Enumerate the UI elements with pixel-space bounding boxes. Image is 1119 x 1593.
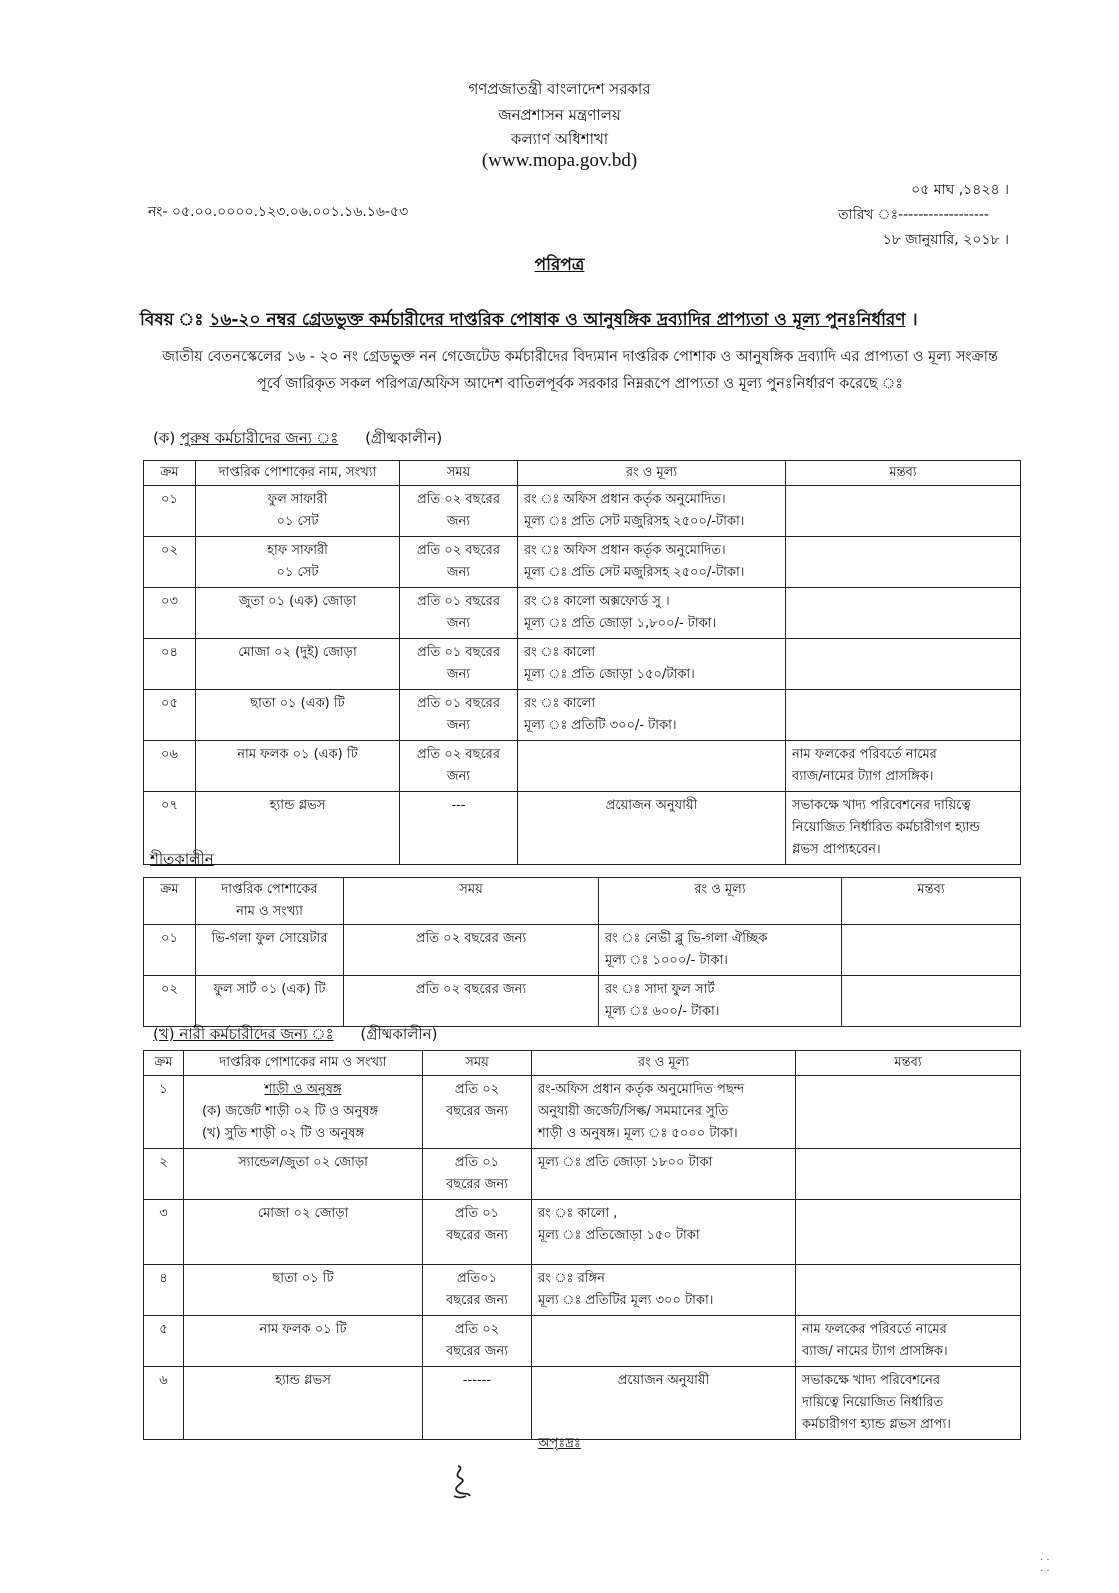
period-cell: --- <box>400 792 518 865</box>
remark-cell <box>842 925 1021 976</box>
remark-cell <box>786 588 1021 639</box>
item-title: শাড়ী ও অনুষঙ্গ <box>264 1082 342 1097</box>
table-header-row <box>144 461 1021 486</box>
item-cell: জুতা ০১ (এক) জোড়া <box>196 588 400 639</box>
female-section-heading <box>153 1023 437 1048</box>
column-header-item: দাপ্তরিক পোশাকের নাম ও সংখ্যা <box>184 1051 423 1076</box>
table-row <box>144 792 1021 865</box>
winter-heading-text: শীতকালীন <box>150 850 214 868</box>
date-bangla: ০৫ মাঘ ,১৪২৪ । <box>911 182 1009 198</box>
item-cell: স্যান্ডেল/জুতা ০২ জোড়া <box>184 1149 423 1200</box>
period-cell: প্রতি ০১ বছরের জন্য <box>423 1149 532 1200</box>
period-cell: প্রতি ০২ বছরের জন্য <box>400 486 518 537</box>
color-price-cell: রং ঃ কালো মূল্য ঃ প্রতি জোড়া ১৫০/টাকা। <box>518 639 786 690</box>
item-cell: ফুল সার্ট ০১ (এক) টি <box>196 976 344 1027</box>
remark-cell <box>796 1200 1021 1265</box>
color-price-cell: প্রয়োজন অনুযায়ী <box>532 1367 796 1440</box>
table-row <box>144 1367 1021 1440</box>
table-row <box>144 486 1021 537</box>
period-cell: প্রতি ০২ বছরের জন্য <box>423 1076 532 1149</box>
subject-end: । <box>905 310 918 330</box>
male-season: (গ্রীষ্মকালীন) <box>365 429 443 447</box>
column-header-remark: মন্তব্য <box>796 1051 1021 1076</box>
remark-cell: সভাকক্ষে খাদ্য পরিবেশনের দায়িত্বে নিয়োজিত নির্ধারিত কর্মচারীগণ হ্যান্ড গ্লভস প্রাপ্যহবেন। <box>786 792 1021 865</box>
period-cell: প্রতি ০১ বছরের জন্য <box>400 690 518 741</box>
item-cell: নাম ফলক ০১ (এক) টি <box>196 741 400 792</box>
female-season: (গ্রীষ্মকালীন) <box>360 1025 438 1043</box>
period-cell: ------ <box>423 1367 532 1440</box>
column-header-price: রং ও মূল্য <box>599 878 842 925</box>
column-header-remark: মন্তব্য <box>842 878 1021 925</box>
remark-cell <box>786 690 1021 741</box>
color-price-cell: রং ঃ রঙ্গিন মূল্য ঃ প্রতিটির মূল্য ৩০০ টাকা। <box>532 1265 796 1316</box>
item-cell: নাম ফলক ০১ টি <box>184 1316 423 1367</box>
remark-cell <box>786 537 1021 588</box>
table-row <box>144 1265 1021 1316</box>
color-price-cell: রং-অফিস প্রধান কর্তৃক অনুমোদিত পছন্দ অনুযায়ী জর্জেট/সিল্ক/ সমমানের সুতি শাড়ী ও অনুষঙ্গ। মূল্য ঃ ৫০০০ টাকা। <box>532 1076 796 1149</box>
date-english: ১৮ জানুয়ারি, ২০১৮ । <box>882 232 1009 248</box>
remark-cell <box>796 1265 1021 1316</box>
period-cell: প্রতি ০২ বছরের জন্য <box>400 741 518 792</box>
male-section-heading <box>153 427 442 452</box>
remark-cell <box>786 639 1021 690</box>
table-row <box>144 1149 1021 1200</box>
remark-cell <box>842 976 1021 1027</box>
remark-cell <box>796 1076 1021 1149</box>
period-cell: প্রতি ০১ বছরের জন্য <box>423 1200 532 1265</box>
male-prefix: (ক) <box>153 429 180 447</box>
remark-cell: নাম ফলকের পরিবর্তে নামের ব্যাজ/ নামের ট্যাগ প্রাসঙ্গিক। <box>796 1316 1021 1367</box>
serial-cell: ৩ <box>144 1200 184 1265</box>
column-header-item: দাপ্তরিক পোশাকের নাম, সংখ্যা <box>196 461 400 486</box>
column-header-period: সময় <box>423 1051 532 1076</box>
item-cell: ছাতা ০১ টি <box>184 1265 423 1316</box>
winter-uniform-table <box>143 877 1021 1027</box>
item-cell: হ্যান্ড গ্লভস <box>184 1367 423 1440</box>
column-header-price: রং ও মূল্য <box>518 461 786 486</box>
male-heading-text: পুরুষ কর্মচারীদের জন্য ঃ <box>179 429 339 447</box>
memo-number: নং- ০৫.০০.০০০০.১২৩.০৬.০০১.১৬.১৬-৫৩ <box>148 204 409 220</box>
color-price-cell: রং ঃ নেভী ব্লু ভি-গলা ঐচ্ছিক মূল্য ঃ ১০০০/- টাকা। <box>599 925 842 976</box>
serial-cell: ০২ <box>144 537 196 588</box>
table-row <box>144 690 1021 741</box>
female-heading-text: (খ) নারী কর্মচারীদের জন্য ঃ <box>153 1025 334 1043</box>
remark-cell <box>796 1149 1021 1200</box>
color-price-cell: রং ঃ কালো মূল্য ঃ প্রতিটি ৩০০/- টাকা। <box>518 690 786 741</box>
ministry-name: জনপ্রশাসন মন্ত্রণালয় <box>498 106 621 124</box>
serial-cell: ০২ <box>144 976 196 1027</box>
period-cell: প্রতি ০২ বছরের জন্য <box>344 925 599 976</box>
color-price-cell <box>532 1316 796 1367</box>
item-cell: হ্যান্ড গ্লভস <box>196 792 400 865</box>
table-row <box>144 537 1021 588</box>
color-price-cell <box>518 741 786 792</box>
table-row <box>144 976 1021 1027</box>
table-row <box>144 925 1021 976</box>
serial-cell: ০৭ <box>144 792 196 865</box>
table-row <box>144 741 1021 792</box>
item-cell <box>184 1076 423 1149</box>
website-url: (www.mopa.gov.bd) <box>481 150 638 171</box>
column-header-sl: ক্রম <box>144 878 196 925</box>
column-header-remark: মন্তব্য <box>786 461 1021 486</box>
item-cell: ফুল সাফারী ০১ সেট <box>196 486 400 537</box>
serial-cell: ০৩ <box>144 588 196 639</box>
remark-cell: নাম ফলকের পরিবর্তে নামের ব্যাজ/নামের ট্যাগ প্রাসঙ্গিক। <box>786 741 1021 792</box>
color-price-cell: রং ঃ অফিস প্রধান কর্তৃক অনুমোদিত। মূল্য ঃ প্রতি সেট মজুরিসহ ২৫০০/-টাকা। <box>518 537 786 588</box>
table-row <box>144 639 1021 690</box>
document-title: পরিপত্র <box>534 255 585 275</box>
item-cell: মোজা ০২ (দুই) জোড়া <box>196 639 400 690</box>
subject-prefix: বিষয় ঃ <box>140 310 210 330</box>
section-name: কল্যাণ অধিশাখা <box>510 130 609 148</box>
gov-name: গণপ্রজাতন্ত্রী বাংলাদেশ সরকার <box>468 80 651 98</box>
male-uniform-table <box>143 460 1021 865</box>
intro-paragraph: জাতীয় বেতনস্কেলের ১৬ - ২০ নং গ্রেডভুক্ত নন গেজেটেড কর্মচারীদের বিদ্যমান দাপ্তরিক পোশাক ও আনুষঙ্গিক দ্রব্যাদি এর প্রাপ্যতা ও মূল্য সংক্রান্ত পূর্বে জারিকৃত সকল পরিপত্র/অফিস আদেশ বাতিলপূর্বক সরকার নিম্নরূপে প্রাপ্যতা ও মূল্য পুনঃনির্ধারণ করেছে ঃ <box>162 349 998 392</box>
remark-cell <box>786 486 1021 537</box>
table-row <box>144 1076 1021 1149</box>
item-cell: ভি-গলা ফুল সোয়েটার <box>196 925 344 976</box>
item-cell: মোজা ০২ জোড়া <box>184 1200 423 1265</box>
table-header-row <box>144 1051 1021 1076</box>
serial-cell: ৪ <box>144 1265 184 1316</box>
color-price-cell: প্রয়োজন অনুযায়ী <box>518 792 786 865</box>
table-row <box>144 1316 1021 1367</box>
serial-cell: ৫ <box>144 1316 184 1367</box>
serial-cell: ০১ <box>144 925 196 976</box>
signature-mark <box>440 1462 480 1502</box>
column-header-sl: ক্রম <box>144 1051 184 1076</box>
column-header-item: দাপ্তরিক পোশাকের নাম ও সংখ্যা <box>196 878 344 925</box>
column-header-period: সময় <box>400 461 518 486</box>
serial-cell: ০৪ <box>144 639 196 690</box>
period-cell: প্রতি ০২ বছরের জন্য <box>400 537 518 588</box>
serial-cell: ০৬ <box>144 741 196 792</box>
table-row <box>144 588 1021 639</box>
color-price-cell: রং ঃ সাদা ফুল সার্ট মূল্য ঃ ৬০০/- টাকা। <box>599 976 842 1027</box>
serial-cell: ০১ <box>144 486 196 537</box>
serial-cell: ২ <box>144 1149 184 1200</box>
subject-line <box>140 307 1010 335</box>
female-uniform-table <box>143 1050 1021 1440</box>
column-header-sl: ক্রম <box>144 461 196 486</box>
item-sublist: (ক) জর্জেট শাড়ী ০২ টি ও অনুষঙ্গ (খ) সুতি শাড়ী ০২ টি ও অনুষঙ্গ <box>202 1104 379 1141</box>
remark-cell: সভাকক্ষে খাদ্য পরিবেশনের দায়িত্বে নিয়োজিত নির্ধারিত কর্মচারীগণ হ্যান্ড গ্লভস প্রাপ্য। <box>796 1367 1021 1440</box>
period-cell: প্রতি০১ বছরের জন্য <box>423 1265 532 1316</box>
subject-text: ১৬-২০ নম্বর গ্রেডভুক্ত কর্মচারীদের দাপ্তরিক পোষাক ও আনুষঙ্গিক দ্রব্যাদির প্রাপ্যতা ও মূল্য পুনঃনির্ধারণ <box>209 310 906 330</box>
color-price-cell: মূল্য ঃ প্রতি জোড়া ১৮০০ টাকা <box>532 1149 796 1200</box>
serial-cell: ০৫ <box>144 690 196 741</box>
column-header-period: সময় <box>344 878 599 925</box>
table-row <box>144 1200 1021 1265</box>
item-cell: হাফ সাফারী ০১ সেট <box>196 537 400 588</box>
date-label: তারিখ ঃ------------------ <box>838 207 989 223</box>
serial-cell: ১ <box>144 1076 184 1149</box>
column-header-price: রং ও মূল্য <box>532 1051 796 1076</box>
item-cell: ছাতা ০১ (এক) টি <box>196 690 400 741</box>
table-header-row <box>144 878 1021 925</box>
period-cell: প্রতি ০২ বছরের জন্য <box>423 1316 532 1367</box>
period-cell: প্রতি ০১ বছরের জন্য <box>400 639 518 690</box>
color-price-cell: রং ঃ কালো , মূল্য ঃ প্রতিজোড়া ১৫০ টাকা <box>532 1200 796 1265</box>
winter-section-heading <box>150 848 214 873</box>
scan-dots: · · · · <box>1040 1555 1050 1577</box>
period-cell: প্রতি ০১ বছরের জন্য <box>400 588 518 639</box>
period-cell: প্রতি ০২ বছরের জন্য <box>344 976 599 1027</box>
page-continued-note: অপৃঃদ্রঃ <box>538 1436 581 1451</box>
color-price-cell: রং ঃ অফিস প্রধান কর্তৃক অনুমোদিত। মূল্য ঃ প্রতি সেট মজুরিসহ ২৫০০/-টাকা। <box>518 486 786 537</box>
serial-cell: ৬ <box>144 1367 184 1440</box>
color-price-cell: রং ঃ কালো অক্সফোর্ড সু । মূল্য ঃ প্রতি জোড়া ১,৮০০/- টাকা। <box>518 588 786 639</box>
